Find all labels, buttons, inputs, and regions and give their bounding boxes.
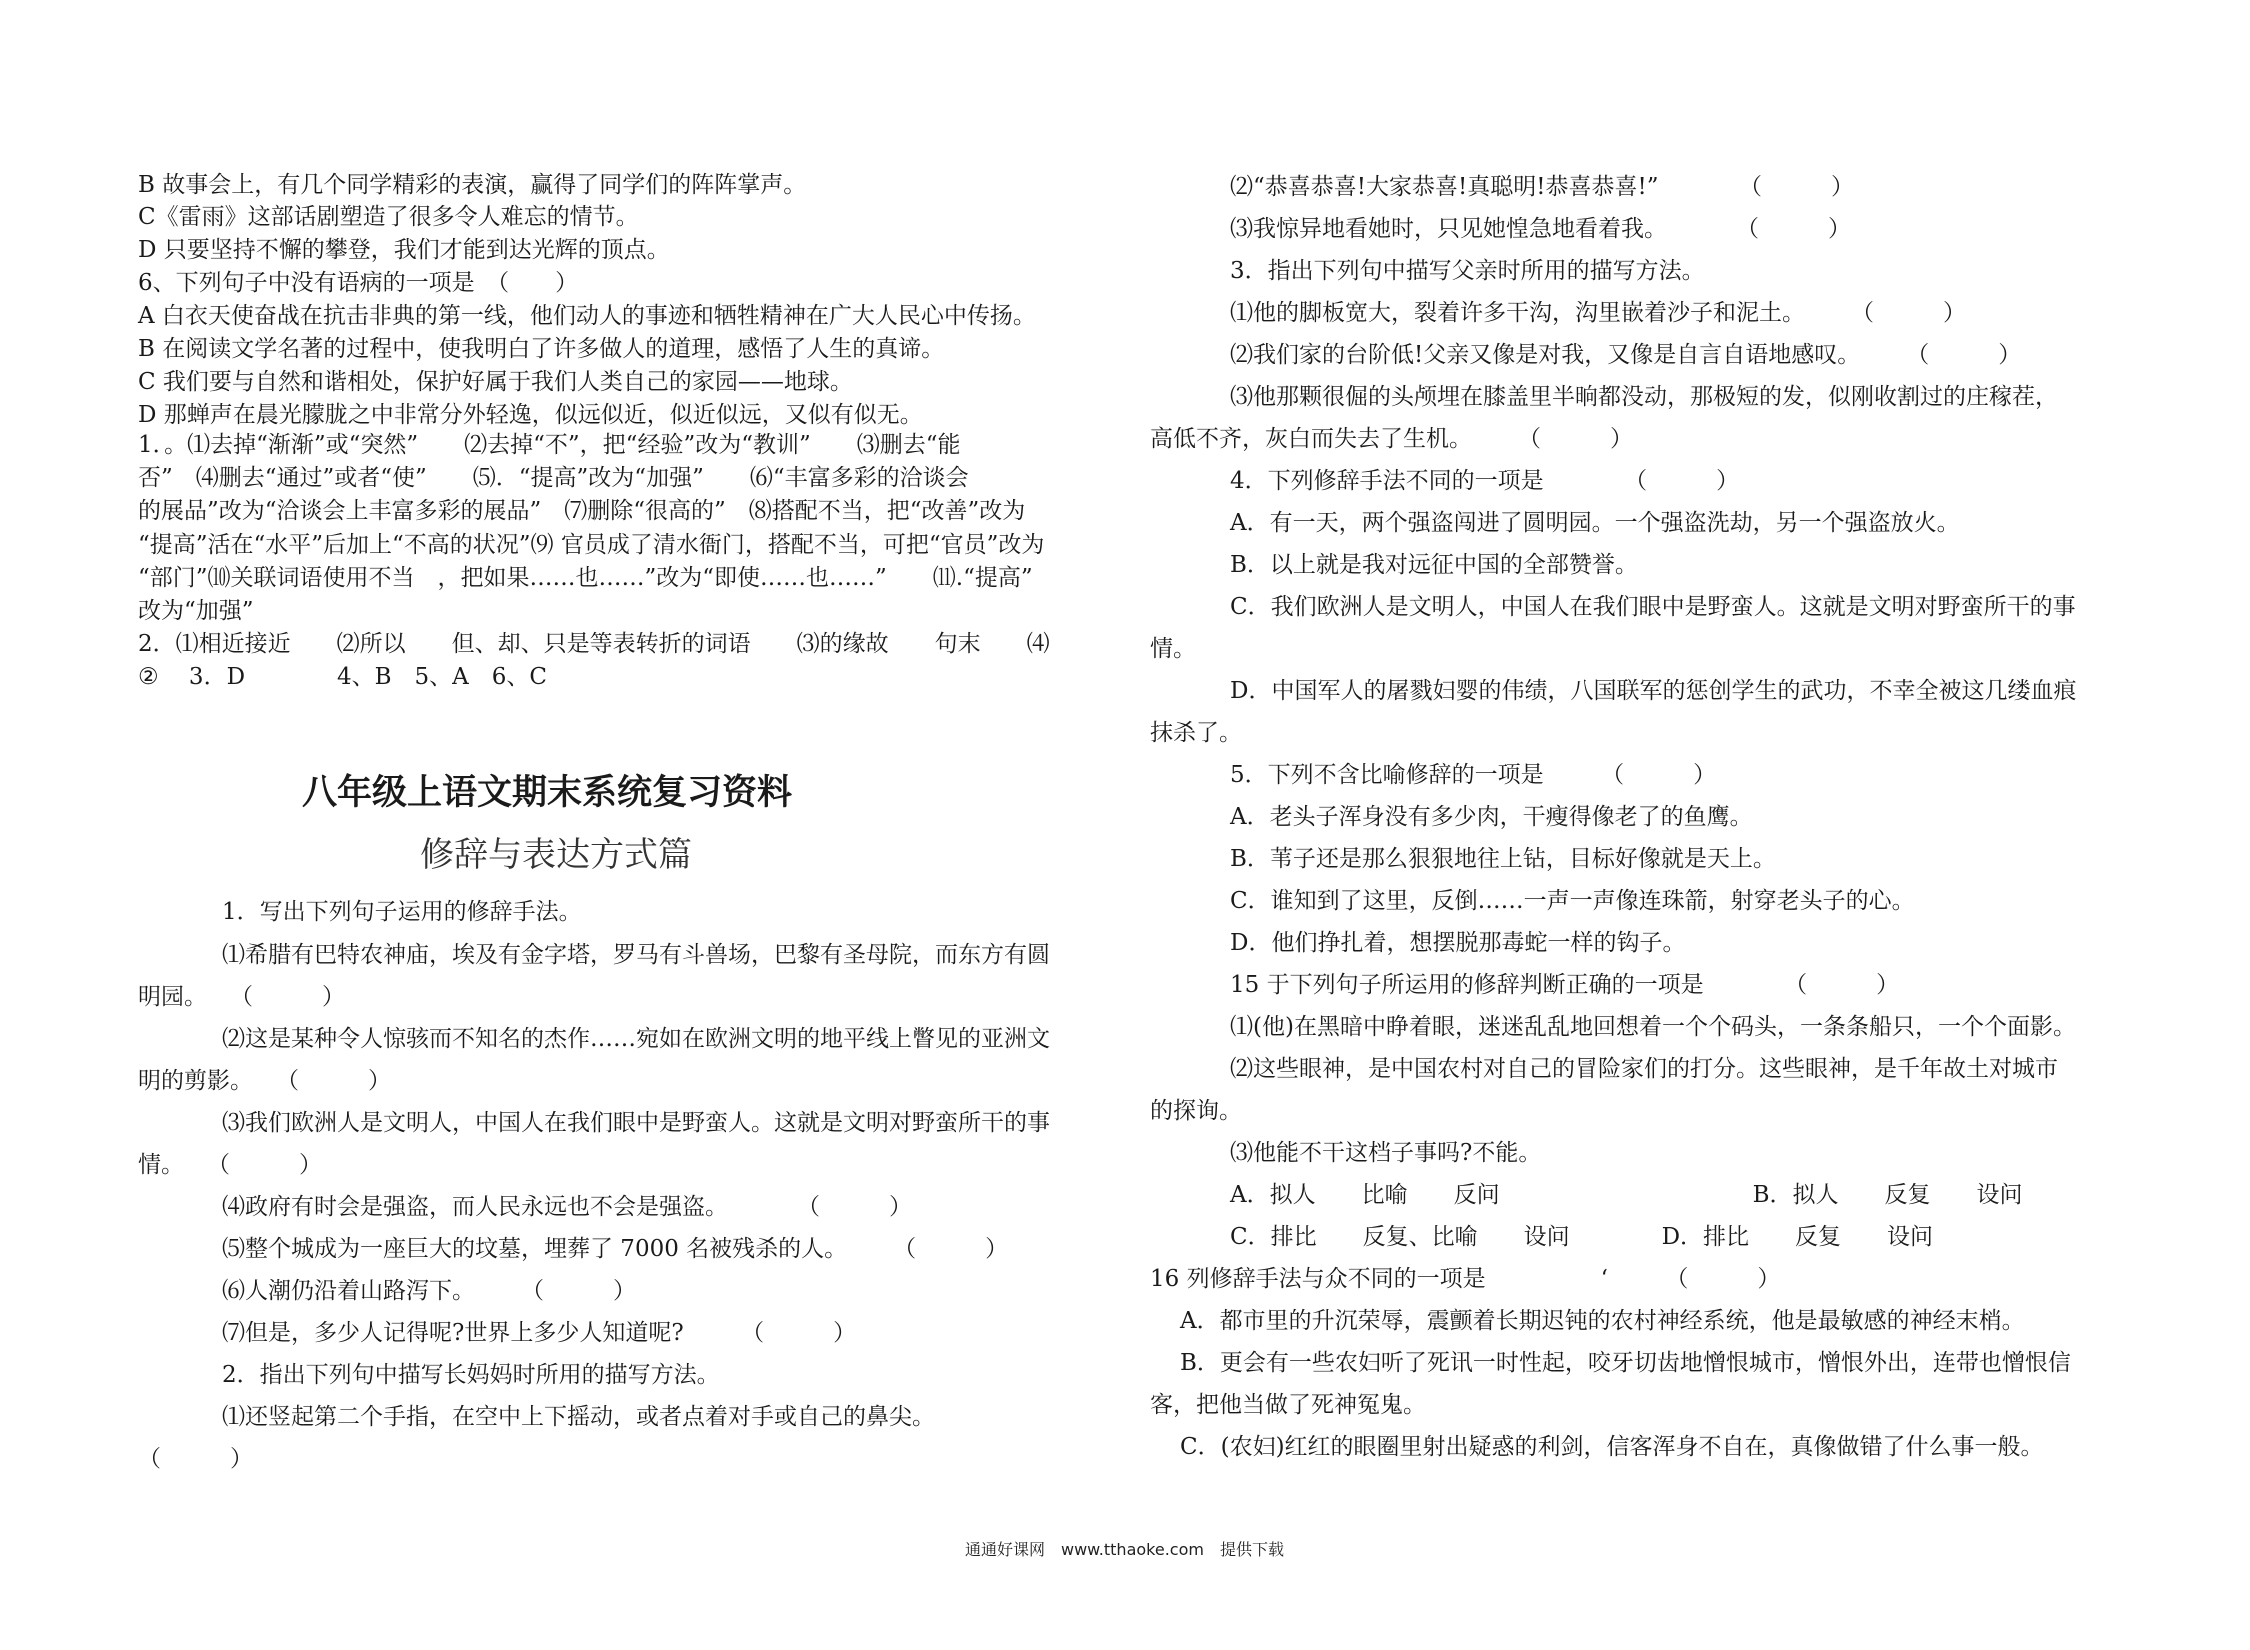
text-line: 客，把他当做了死神冤鬼。 [1150, 1392, 1426, 1418]
answer-line: “提高”活在“水平”后加上“不高的状况”⑼ 官员成了清水衙门，搭配不当，可把“官员”改为 [138, 532, 1045, 558]
page-subtitle: 修辞与表达方式篇 [420, 835, 692, 875]
text-line: C《雷雨》这部话剧塑造了很多令人难忘的情节。 [138, 204, 639, 230]
text-line: A 白衣天使奋战在抗击非典的第一线，他们动人的事迹和牺牲精神在广大人民心中传扬。 [138, 303, 1036, 329]
answer-options: C．排比 反复、比喻 设问 D．排比 反复 设问 [1230, 1224, 1934, 1250]
text-line: C．(农妇)红红的眼圈里射出疑惑的利剑，信客浑身不自在，真像做错了什么事一般。 [1180, 1434, 2044, 1460]
text-line: ⑵“恭喜恭喜!大家恭喜!真聪明!恭喜恭喜!” （ ） [1230, 174, 1854, 200]
question-heading: 4．下列修辞手法不同的一项是 （ ） [1230, 468, 1740, 494]
text-line: D 只要坚持不懈的攀登，我们才能到达光辉的顶点。 [138, 237, 670, 263]
text-line: A．有一天，两个强盗闯进了圆明园。一个强盗洗劫，另一个强盗放火。 [1230, 510, 1960, 536]
text-line: 明园。 （ ） [138, 984, 345, 1010]
text-line: A．都市里的升沉荣辱，震颤着长期迟钝的农村神经系统，他是最敏感的神经末梢。 [1180, 1308, 2025, 1334]
text-line: ⑶我们欧洲人是文明人，中国人在我们眼中是野蛮人。这就是文明对野蛮所干的事 [222, 1110, 1050, 1136]
text-line: ⑵这是某种令人惊骇而不知名的杰作……宛如在欧洲文明的地平线上瞥见的亚洲文 [222, 1026, 1050, 1052]
text-line: ⑶他能不干这档子事吗?不能。 [1230, 1140, 1542, 1166]
text-line: ⑷政府有时会是强盗，而人民永远也不会是强盗。 （ ） [222, 1194, 912, 1220]
question-heading: 2．指出下列句中描写长妈妈时所用的描写方法。 [222, 1362, 720, 1388]
text-line: ⑴还竖起第二个手指，在空中上下摇动，或者点着对手或自己的鼻尖。 [222, 1404, 935, 1430]
text-line: C．谁知到了这里，反倒……一声一声像连珠箭，射穿老头子的心。 [1230, 888, 1915, 914]
text-line: 高低不齐，灰白而失去了生机。 （ ） [1150, 426, 1633, 452]
text-line: ⑴他的脚板宽大，裂着许多干沟，沟里嵌着沙子和泥土。 （ ） [1230, 300, 1966, 326]
text-line: A．老头子浑身没有多少肉，干瘦得像老了的鱼鹰。 [1230, 804, 1753, 830]
text-line: 明的剪影。 （ ） [138, 1068, 391, 1094]
text-line: D．中国军人的屠戮妇婴的伟绩，八国联军的惩创学生的武功，不幸全被这几缕血痕 [1230, 678, 2077, 704]
text-line: B．苇子还是那么狠狠地往上钻，目标好像就是天上。 [1230, 846, 1776, 872]
answer-line: 1．。⑴去掉“渐渐”或“突然” ⑵去掉“不”，把“经验”改为“教训” ⑶删去“能 [138, 432, 961, 458]
answer-options: A．拟人 比喻 反问 B．拟人 反复 设问 [1230, 1182, 2023, 1208]
page-footer: 通通好课网 www.tthaoke.com 提供下载 [965, 1540, 1284, 1559]
question-heading: 3．指出下列句中描写父亲时所用的描写方法。 [1230, 258, 1705, 284]
text-line: 的探询。 [1150, 1098, 1242, 1124]
answer-line: 否” ⑷删去“通过”或者“使” ⑸．“提高”改为“加强” ⑹“丰富多彩的洽谈会 [138, 465, 969, 491]
answer-line: 2．⑴相近接近 ⑵所以 但、却、只是等表转折的词语 ⑶的缘故 句末 ⑷ [138, 631, 1050, 657]
text-line: ⑴(他)在黑暗中睁着眼，迷迷乱乱地回想着一个个码头，一条条船只，一个个面影。 [1230, 1014, 2076, 1040]
text-line: ⑵我们家的台阶低!父亲又像是对我，又像是自言自语地感叹。 （ ） [1230, 342, 2022, 368]
text-line: 情。 （ ） [138, 1152, 322, 1178]
question-heading: 15 于下列句子所运用的修辞判断正确的一项是 （ ） [1230, 972, 1900, 998]
text-line: D．他们挣扎着，想摆脱那毒蛇一样的钩子。 [1230, 930, 1686, 956]
text-line: ⑶他那颗很倔的头颅埋在膝盖里半晌都没动，那极短的发，似刚收割过的庄稼茬， [1230, 384, 2058, 410]
text-line: ⑺但是，多少人记得呢?世界上多少人知道呢? （ ） [222, 1320, 857, 1346]
answer-line: 的展品”改为“洽谈会上丰富多彩的展品” ⑺删除“很高的” ⑻搭配不当，把“改善”改为 [138, 498, 1026, 524]
text-line: ⑵这些眼神，是中国农村对自己的冒险家们的打分。这些眼神，是千年故土对城市 [1230, 1056, 2058, 1082]
text-line: C 我们要与自然和谐相处，保护好属于我们人类自己的家园——地球。 [138, 369, 853, 395]
question-heading: 1．写出下列句子运用的修辞手法。 [222, 899, 582, 925]
text-line: C．我们欧洲人是文明人，中国人在我们眼中是野蛮人。这就是文明对野蛮所干的事 [1230, 594, 2076, 620]
page-title: 八年级上语文期末系统复习资料 [302, 773, 793, 813]
text-line: D 那蝉声在晨光朦胧之中非常分外轻逸，似远似近，似近似远，又似有似无。 [138, 402, 923, 428]
text-line: ⑶我惊异地看她时，只见她惶急地看着我。 （ ） [1230, 216, 1851, 242]
text-line: B．以上就是我对远征中国的全部赞誉。 [1230, 552, 1638, 578]
question-heading: 6、下列句子中没有语病的一项是 （ ） [138, 270, 579, 296]
text-line: 抹杀了。 [1150, 720, 1242, 746]
text-line: ⑸整个城成为一座巨大的坟墓，埋葬了 7000 名被残杀的人。 （ ） [222, 1236, 1009, 1262]
text-line: ⑴希腊有巴特农神庙，埃及有金字塔，罗马有斗兽场，巴黎有圣母院，而东方有圆 [222, 942, 1050, 968]
question-heading: 16 列修辞手法与众不同的一项是 ‘ （ ） [1150, 1266, 1781, 1292]
question-heading: 5．下列不含比喻修辞的一项是 （ ） [1230, 762, 1717, 788]
text-line: B 在阅读文学名著的过程中，使我明白了许多做人的道理，感悟了人生的真谛。 [138, 336, 945, 362]
text-line: 情。 [1150, 636, 1196, 662]
answer-line: “部门”⑽关联词语使用不当 ，把如果……也……”改为“即使……也……” ⑾.“提高” [138, 565, 1033, 591]
text-line: B．更会有一些农妇听了死讯一时性起，咬牙切齿地憎恨城市，憎恨外出，连带也憎恨信 [1180, 1350, 2071, 1376]
text-line: B 故事会上，有几个同学精彩的表演，赢得了同学们的阵阵掌声。 [138, 172, 807, 198]
text-line: （ ） [138, 1446, 253, 1472]
answer-line: ② 3．D 4、B 5、A 6、C [138, 664, 548, 690]
text-line: ⑹人潮仍沿着山路泻下。 （ ） [222, 1278, 636, 1304]
answer-line: 改为“加强” [138, 598, 254, 624]
